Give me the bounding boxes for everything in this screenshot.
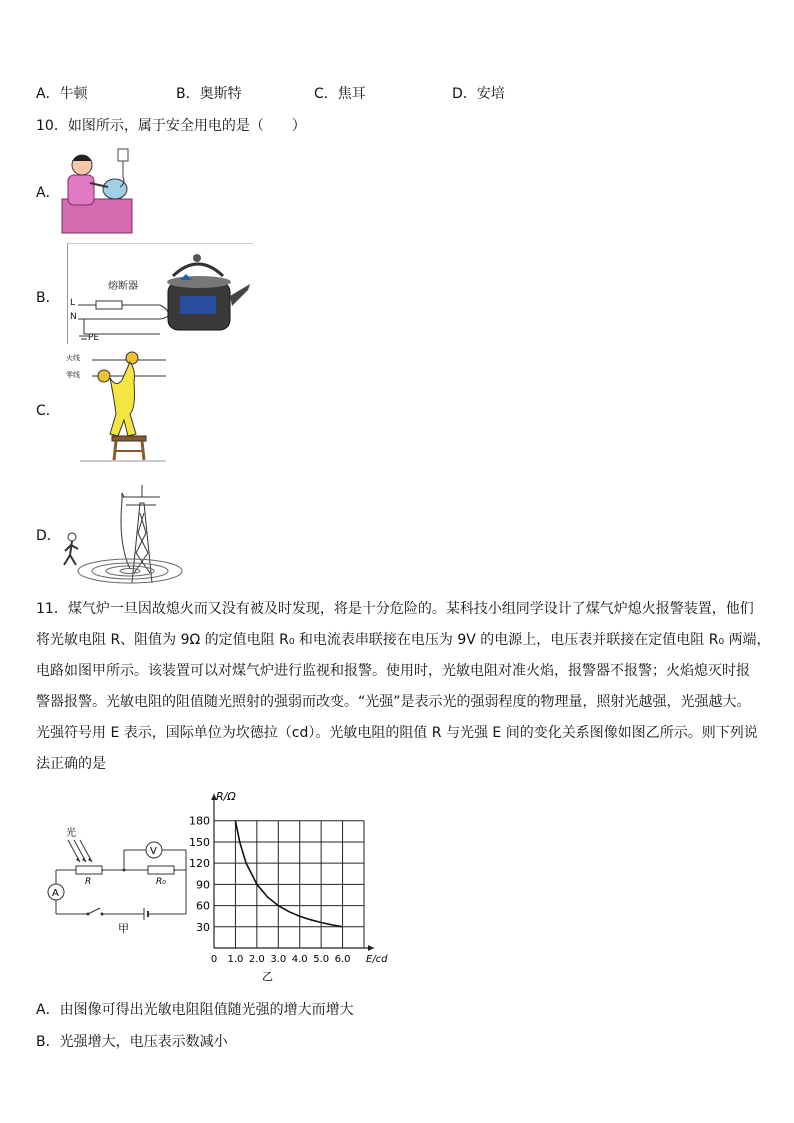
q10-figure-d bbox=[62, 483, 182, 587]
q10-option-a-label[interactable]: A． bbox=[36, 185, 60, 201]
q11-line-2: 将光敏电阻 R、阻值为 9Ω 的定值电阻 R₀ 和电流表串联接在电压为 9V 的电源上，电压表并联接在定值电阻 R₀ 两端， bbox=[36, 632, 771, 648]
q11-stem bbox=[36, 594, 776, 780]
q11-circuit-diagram bbox=[40, 822, 200, 938]
q11-line-1: 11．煤气炉一旦因故熄火而又没有被及时发现，将是十分危险的。某科技小组同学设计了煤气炉熄火报警装置，他们 bbox=[36, 601, 754, 617]
series-curve bbox=[235, 821, 342, 927]
x-tick-label: 5.0 bbox=[313, 954, 330, 965]
resistor-r0 bbox=[148, 866, 174, 874]
q11-option-b[interactable]: B．光强增大，电压表示数减小 bbox=[36, 1034, 228, 1050]
switch bbox=[88, 908, 100, 914]
y-axis-label: R/Ω bbox=[216, 790, 236, 803]
y-tick-label: 150 bbox=[189, 835, 210, 849]
q11-resistance-chart bbox=[182, 786, 388, 986]
photoresistor-r bbox=[76, 866, 102, 874]
x-tick-label: 2.0 bbox=[248, 954, 265, 965]
r-label: R bbox=[85, 877, 92, 887]
y-tick-label: 180 bbox=[189, 814, 210, 828]
q9-option-a[interactable]: A．牛顿 bbox=[36, 86, 88, 102]
q10-stem: 10．如图所示，属于安全用电的是（ ） bbox=[36, 118, 306, 134]
light-label: 光 bbox=[66, 828, 76, 839]
q11-option-a[interactable]: A．由图像可得出光敏电阻阻值随光强的增大而增大 bbox=[36, 1002, 354, 1018]
line-n-label: N bbox=[70, 312, 77, 322]
x-tick-label: 0 bbox=[210, 954, 218, 965]
kettle-circuit-drawing bbox=[68, 244, 253, 344]
y-tick-label: 60 bbox=[196, 899, 210, 913]
q10-option-d-label[interactable]: D． bbox=[36, 528, 61, 544]
q10-figure-c bbox=[66, 348, 166, 464]
q10-option-b-label[interactable]: B． bbox=[36, 290, 60, 306]
x-axis-label: E/cd bbox=[366, 954, 388, 965]
stool-person-drawing bbox=[80, 348, 166, 464]
y-tick-label: 30 bbox=[196, 920, 210, 934]
q11-line-6: 法正确的是 bbox=[36, 756, 106, 772]
q10-figure-a bbox=[60, 147, 135, 235]
r0-label: R₀ bbox=[156, 877, 166, 887]
q9-option-d[interactable]: D．安培 bbox=[452, 86, 505, 102]
y-tick-label: 90 bbox=[196, 878, 210, 892]
q10-option-c-label[interactable]: C． bbox=[36, 403, 60, 419]
q11-line-5: 光强符号用 E 表示，国际单位为坎德拉（cd）。光敏电阻的阻值 R 与光强 E 间的变化关系图像如图乙所示。则下列说 bbox=[36, 725, 758, 741]
live-wire-label: 火线 bbox=[66, 354, 80, 362]
neutral-wire-label: 零线 bbox=[66, 371, 80, 379]
chart-caption: 乙 bbox=[262, 970, 273, 983]
q10-figure-b bbox=[67, 243, 253, 344]
circuit-caption: 甲 bbox=[118, 922, 129, 935]
x-tick-label: 4.0 bbox=[291, 954, 308, 965]
q11-line-3: 电路如图甲所示。该装置可以对煤气炉进行监视和报警。使用时，光敏电阻对准火焰，报警器不报警；火焰熄灭时报 bbox=[36, 663, 750, 679]
fuse-label: 熔断器 bbox=[108, 281, 138, 292]
line-l-label: L bbox=[70, 298, 76, 308]
x-tick-label: 1.0 bbox=[227, 954, 244, 965]
ammeter-label: A bbox=[52, 888, 59, 899]
q11-line-4: 警器报警。光敏电阻的阻值随光照射的强弱而改变。“光强”是表示光的强弱程度的物理量，照射光越强，光强越大。 bbox=[36, 694, 751, 710]
x-tick-label: 6.0 bbox=[334, 954, 351, 965]
x-tick-label: 3.0 bbox=[270, 954, 287, 965]
line-pe-label: PE bbox=[88, 333, 100, 343]
x-axis-arrow bbox=[368, 945, 374, 951]
voltmeter-label: V bbox=[150, 846, 157, 857]
q9-option-b[interactable]: B．奥斯特 bbox=[176, 86, 242, 102]
q9-option-c[interactable]: C．焦耳 bbox=[314, 86, 366, 102]
q9-options-row bbox=[36, 83, 736, 103]
y-tick-label: 120 bbox=[189, 857, 210, 871]
